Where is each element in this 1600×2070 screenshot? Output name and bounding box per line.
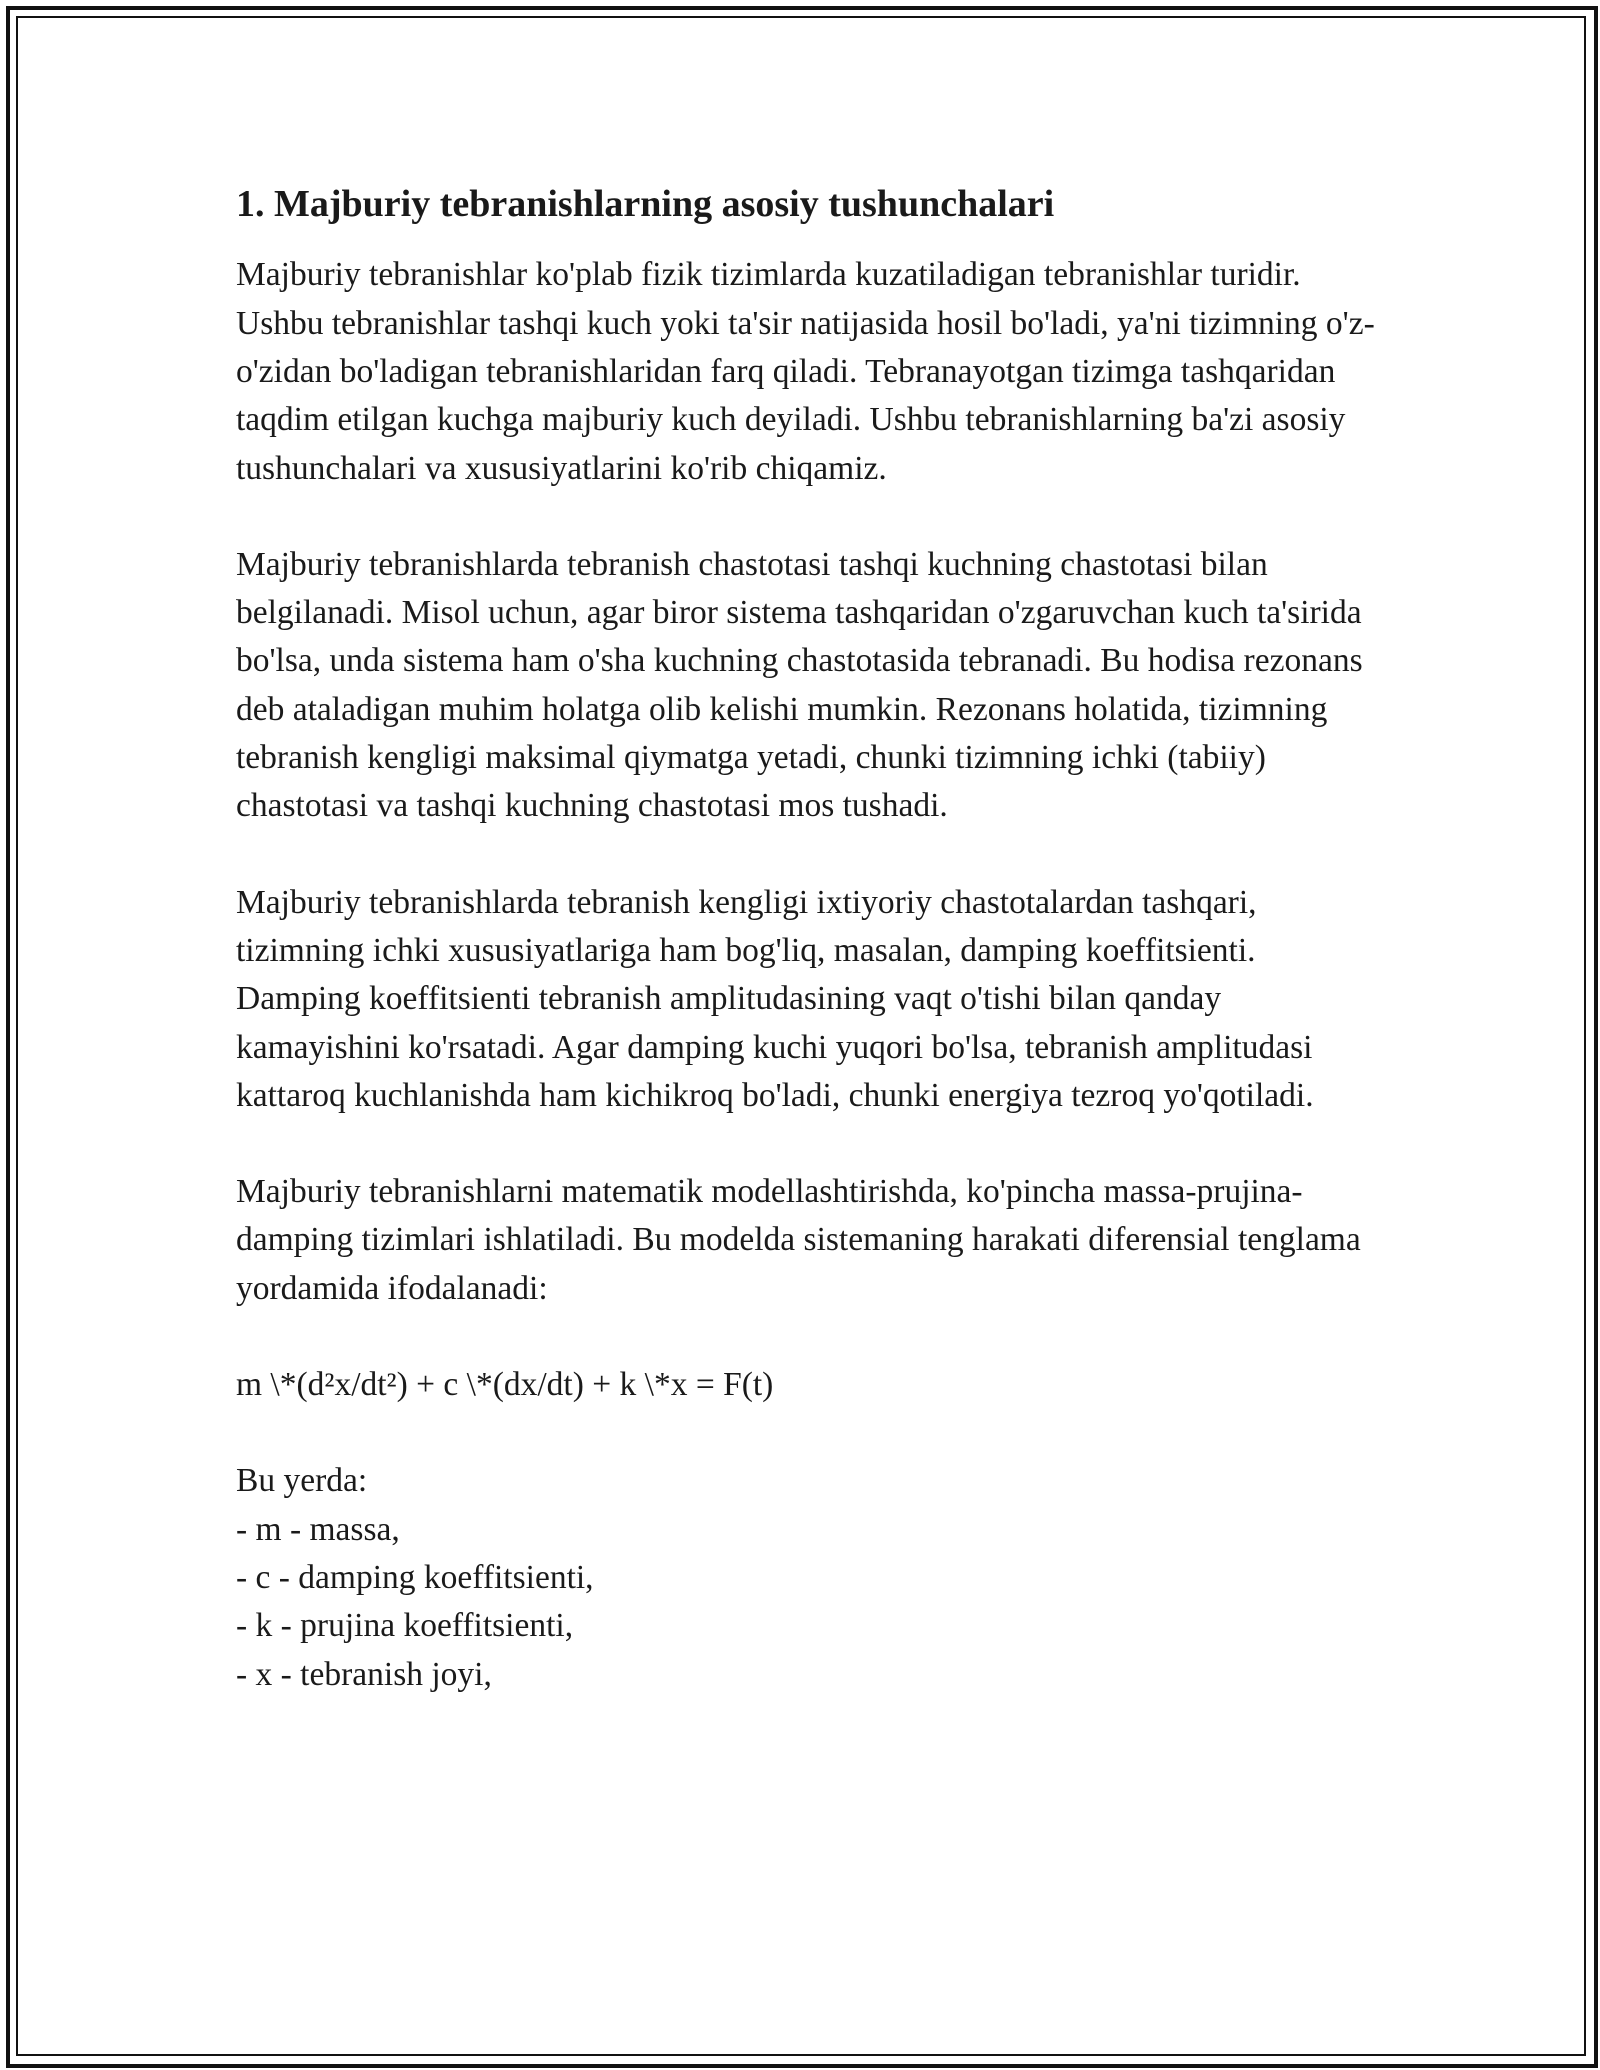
paragraph-frequency: Majburiy tebranishlarda tebranish chastotasi tashqi kuchning chastotasi bilan belgilanadi. Misol uchun, agar biror sistema tashqaridan o'zgaruvchan kuch ta'sirida bo'lsa, unda sistema ham o'sha kuchning chastotasida tebranadi. Bu hodisa rezonans deb ataladigan muhim holatga olib kelishi mumkin. Rezonans holatida, tizimning tebranish kengligi maksimal qiymatga yetadi, chunki tizimning ichki (tabiiy) chastotasi va tashqi kuchning chastotasi mos tushadi. (236, 545, 1363, 825)
equation: m \*(d²x/dt²) + c \*(dx/dt) + k \*x = F(t) (236, 1366, 774, 1404)
definition-item: - c - damping koeffitsienti, (236, 1558, 594, 1596)
definition-item: - m - massa, (236, 1510, 400, 1548)
paragraph-model: Majburiy tebranishlarni matematik modellashtirishda, ko'pincha massa-prujina-damping tizimlari ishlatiladi. Bu modelda sistemaning harakati diferensial tenglama yordamida ifodalanadi: (236, 1173, 1361, 1307)
section-heading: 1. Majburiy tebranishlarning asosiy tushunchalari (236, 183, 1055, 225)
document-body (236, 180, 1376, 1699)
paragraph-damping: Majburiy tebranishlarda tebranish kengligi ixtiyoriy chastotalardan tashqari, tizimning ichki xususiyatlariga ham bog'liq, masalan, damping koeffitsienti. Damping koeffitsienti tebranish amplitudasining vaqt o'tishi bilan qanday kamayishini ko'rsatadi. Agar damping kuchi yuqori bo'lsa, tebranish amplitudasi kattaroq kuchlanishda ham kichikroq bo'ladi, chunki energiya tezroq yo'qotiladi. (236, 883, 1314, 1114)
definition-item: - k - prujina koeffitsienti, (236, 1607, 574, 1645)
definitions-intro: Bu yerda: (236, 1462, 368, 1500)
paragraph-intro: Majburiy tebranishlar ko'plab fizik tizimlarda kuzatiladigan tebranishlar turidir. Ushbu tebranishlar tashqi kuch yoki ta'sir natijasida hosil bo'ladi, ya'ni tizimning o'z-o'zidan bo'ladigan tebranishlaridan farq qiladi. Tebranayotgan tizimga tashqaridan taqdim etilgan kuchga majburiy kuch deyiladi. Ushbu tebranishlarning ba'zi asosiy tushunchalari va xususiyatlarini ko'rib chiqamiz. (236, 256, 1375, 487)
definitions-block (236, 1457, 1376, 1698)
definition-item: - x - tebranish joyi, (236, 1655, 492, 1693)
